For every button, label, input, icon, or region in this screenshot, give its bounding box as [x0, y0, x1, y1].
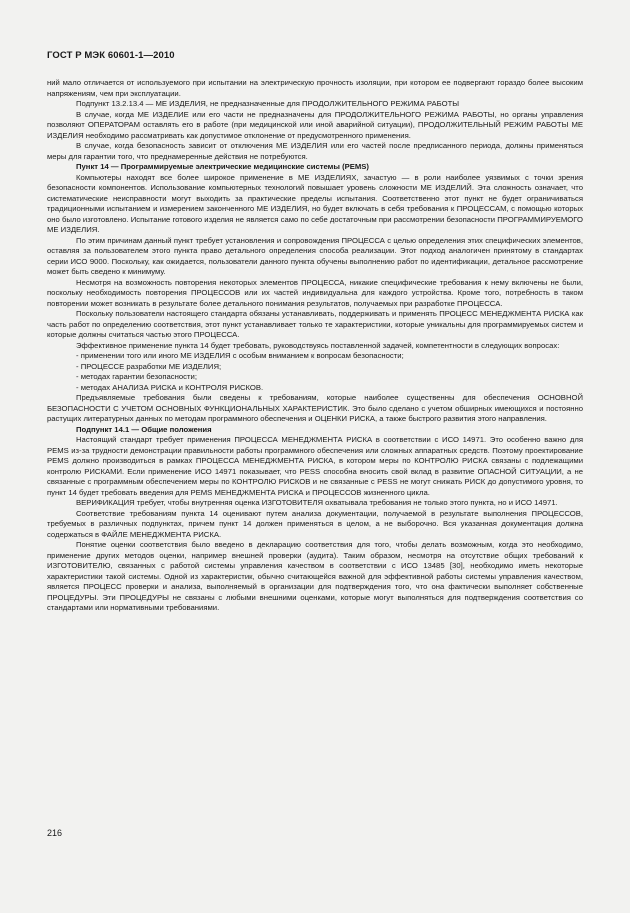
paragraph: Несмотря на возможность повторения некоторых элементов ПРОЦЕССА, никакие специфические требования к нему включены не были, поскольку необходимость повторения ПРОЦЕССОВ или их частей индивидуальна для каждого устройства. Кроме того, потребность в таком повторении может возникать в результате более детального понимания результатов, получаемых при разработке ПРОЦЕССА.	[47, 277, 583, 308]
list-item: - ПРОЦЕССЕ разработки МЕ ИЗДЕЛИЯ;	[76, 361, 222, 371]
page-number: 216	[47, 828, 63, 838]
paragraph: В случае, когда безопасность зависит от отключения МЕ ИЗДЕЛИЯ или его частей после предписанного периода, должны применяться меры для гарантии того, что преднамеренные действия не потребуются.	[47, 141, 583, 161]
paragraph: Предъявляемые требования были сведены к требованиям, которые наиболее существенны для обеспечения ОСНОВНОЙ БЕЗОПАСНОСТИ С УЧЕТОМ ОСНОВНЫХ ФУНКЦИОНАЛЬНЫХ ХАРАКТЕРИСТИК. Это было сделано с учетом обширных имеющихся и постоянно растущих литературных данных по методам программного обеспечения и ОЦЕНКИ РИСКА, а также быстрого развития этого направления.	[47, 393, 583, 423]
paragraph: ВЕРИФИКАЦИЯ требует, чтобы внутренняя оценка ИЗГОТОВИТЕЛЯ охватывала требования не только этого пункта, но и ИСО 14971.	[76, 498, 558, 507]
section-heading: Пункт 14 — Программируемые электрические медицинские системы (PEMS)	[76, 162, 369, 171]
list-item: - применении того или иного МЕ ИЗДЕЛИЯ с особым вниманием к вопросам безопасности;	[76, 351, 404, 360]
paragraph: Поскольку пользователи настоящего стандарта обязаны устанавливать, поддерживать и применять ПРОЦЕСС МЕНЕДЖМЕНТА РИСКА как часть работ по определению соответствия, этот пункт устанавливает только те характеристики, которые уникальны для программируемых систем и которые должны считаться частью этого ПРОЦЕССА.	[47, 309, 583, 339]
paragraph: Подпункт 13.2.13.4 — МЕ ИЗДЕЛИЯ, не предназначенные для ПРОДОЛЖИТЕЛЬНОГО РЕЖИМА РАБОТЫ	[76, 99, 460, 108]
page-header-title: ГОСТ Р МЭК 60601-1—2010	[47, 50, 175, 61]
paragraph: ний мало отличается от используемого при испытании на электрическую прочность изоляции, при котором ее подвергают гораздо более высоким напряжениям, чем при эксплуатации.	[47, 78, 583, 98]
paragraph: В случае, когда МЕ ИЗДЕЛИЕ или его части не предназначены для ПРОДОЛЖИТЕЛЬНОГО РЕЖИМА РАБОТЫ, но органы управления позволяют ОПЕРАТОРАМ оставлять его в работе (при медицинской или иной аварийной ситуации), ПРОДОЛЖИТЕЛЬНЫЙ РЕЖИМ РАБОТЫ МЕ ИЗДЕЛИЯ необходимо рассматривать как допустимое отклонение от предусмотренного применения.	[47, 109, 583, 140]
paragraph: Соответствие требованиям пункта 14 оценивают путем анализа документации, получаемой в результате выполнения ПРОЦЕССОВ, требуемых в различных подпунктах, причем пункт 14 должен применяться в целом, а не выборочно. Вся указанная документация должна содержаться в ФАЙЛЕ МЕНЕДЖМЕНТА РИСКА.	[47, 508, 583, 539]
paragraph: Понятие оценки соответствия было введено в декларацию соответствия для того, чтобы делать возможным, когда это необходимо, применение других методов оценки, например внешней проверки (аудита). Таким образом, несмотря на отсутствие общих требований к ИЗГОТОВИТЕЛЮ, связанных с работой системы управления качеством в соответствии с ИСО 13485 [30], необходимо иметь некоторые характеристики такой системы. Одной из характеристик, обычно считающейся важной для эффективной работы системы управления качеством, является ПРОЦЕСС проверки и анализа, выполняемый в организации для подтверждения того, что она фактически выполняет собственные ПРОЦЕДУРЫ. Эти ПРОЦЕДУРЫ не связаны с любыми внешними оценками, которые могут выполняться для подтверждения соответствия со стандартами или нормативными требованиями.	[47, 540, 583, 612]
paragraph: Настоящий стандарт требует применения ПРОЦЕССА МЕНЕДЖМЕНТА РИСКА в соответствии с ИСО 14971. Это особенно важно для PEMS из-за трудности демонстрации правильности работы программного обеспечения или сложных аппаратных средств. Поэтому проектирование PEMS должно производиться в рамках ПРОЦЕССА МЕНЕДЖМЕНТА РИСКА, в котором меры по КОНТРОЛЮ РИСКА связаны с подлежащими контролю РИСКАМИ. Если применение ИСО 14971 показывает, что PESS способна вносить свой вклад в развитие ОПАСНОЙ СИТУАЦИИ, а не связанные с программным обеспечением меры по КОНТРОЛЮ РИСКОВ и не связанные с PESS не могут снижать РИСК до допустимого уровня, то пункт 14 будет требовать введения для PEMS МЕНЕДЖМЕНТА РИСКА и ПРОЦЕССОВ жизненного цикла.	[47, 435, 583, 497]
list-item: - методах гарантии безопасности;	[76, 372, 197, 381]
list-item: - методах АНАЛИЗА РИСКА и КОНТРОЛЯ РИСКОВ.	[76, 382, 264, 392]
section-heading: Подпункт 14.1 — Общие положения	[76, 424, 212, 434]
document-body	[47, 78, 583, 614]
paragraph: Эффективное применение пункта 14 будет требовать, руководствуясь поставленной задачей, компетентности в следующих вопросах:	[76, 340, 560, 350]
paragraph: Компьютеры находят все более широкое применение в МЕ ИЗДЕЛИЯХ, зачастую — в роли наиболее уязвимых с точки зрения безопасности компонентов. Использование компьютерных технологий повышает уровень сложности МЕ ИЗДЕЛИЙ. Эта сложность означает, что систематические неисправности могут выходить за практические пределы испытания. Соответственно этот пункт не будет ограничиваться традиционными испытанием и измерением законченного МЕ ИЗДЕЛИЯ, но будет включать в себя требования к ПРОЦЕССАМ, с помощью которых оно было изготовлено. Испытание готового изделия не является само по себе достаточным при рассмотрении безопасности ПРОГРАММИРУЕМОГО МЕ ИЗДЕЛИЯ.	[47, 172, 583, 234]
paragraph: По этим причинам данный пункт требует установления и сопровождения ПРОЦЕССА с целью определения этих специфических элементов, оставляя за пользователем этого пункта право детального определения способа реализации. Этот подход аналогичен принятому в стандартах серии ИСО 9000. Поскольку, как ожидается, пользователи данного пункта обучены выполнению работ по идентификации, детальное рассмотрение может быть сведено к минимуму.	[47, 235, 583, 276]
